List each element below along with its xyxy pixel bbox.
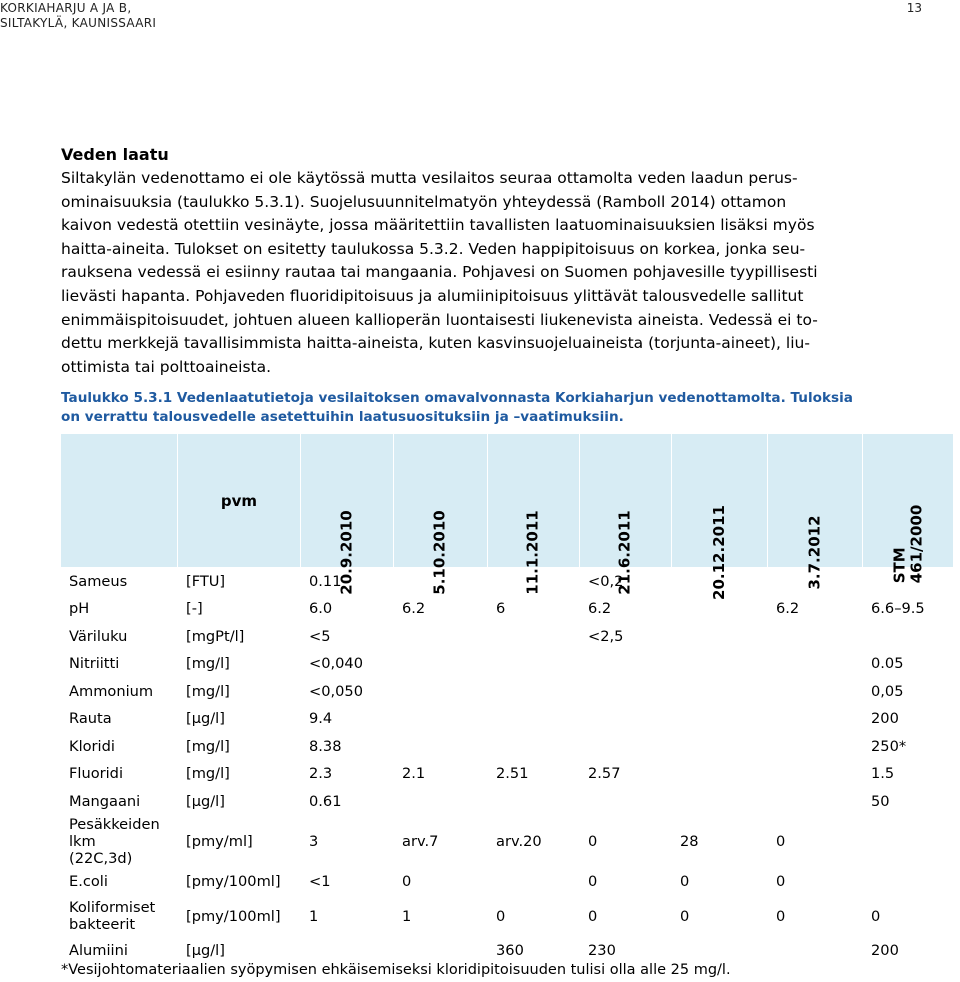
limit-cell: 50 <box>863 788 954 816</box>
value-cell <box>580 678 672 706</box>
value-cell <box>672 760 768 788</box>
parameter-name: Väriluku <box>69 627 128 645</box>
header-date: 3.7.2012 <box>805 515 824 590</box>
unit-cell: [pmy/ml] <box>178 815 301 868</box>
unit-cell: [µg/l] <box>178 788 301 816</box>
paragraph-line: haitta-aineita. Tulokset on esitetty taulukossa 5.3.2. Veden happipitoisuus on korkea, jonka seu- <box>61 239 806 258</box>
value-cell <box>768 788 863 816</box>
header-pvm-label: pvm <box>220 491 258 510</box>
parameter-cell <box>61 705 178 733</box>
value-cell: 2.1 <box>394 760 488 788</box>
value-cell <box>768 760 863 788</box>
unit-cell: [-] <box>178 595 301 623</box>
unit-cell: [mg/l] <box>178 678 301 706</box>
table-row <box>61 733 954 761</box>
value-cell: 0 <box>394 868 488 896</box>
value-cell <box>672 678 768 706</box>
value-cell: arv.20 <box>488 815 580 868</box>
unit-cell: [mg/l] <box>178 650 301 678</box>
header-stm <box>891 505 925 584</box>
parameter-name: Nitriitti <box>69 655 120 673</box>
parameter-cell <box>61 623 178 651</box>
unit-cell: [mg/l] <box>178 733 301 761</box>
value-cell <box>488 868 580 896</box>
parameter-name: (22C,3d) <box>69 850 133 867</box>
value-cell <box>672 623 768 651</box>
table-row <box>61 678 954 706</box>
value-cell: 230 <box>580 937 672 965</box>
value-cell <box>672 650 768 678</box>
value-cell <box>394 788 488 816</box>
unit-cell: [pmy/100ml] <box>178 896 301 937</box>
value-cell <box>301 937 394 965</box>
value-cell: 0 <box>580 896 672 937</box>
parameter-name: Fluoridi <box>69 765 123 783</box>
value-cell <box>394 623 488 651</box>
value-cell <box>768 937 863 965</box>
header-date-cell <box>672 434 768 600</box>
document-title-line2: SILTAKYLÄ, KAUNISSAARI <box>0 16 157 30</box>
page-number: 13 <box>906 1 922 15</box>
paragraph-line: ominaisuuksia (taulukko 5.3.1). Suojelusuunnitelmatyön yhteydessä (Ramboll 2014) ottamon <box>61 192 787 211</box>
parameter-cell <box>61 568 178 596</box>
limit-cell: 6.6–9.5 <box>863 595 954 623</box>
value-cell <box>672 788 768 816</box>
table-header-row <box>61 434 954 568</box>
unit-cell: [pmy/100ml] <box>178 868 301 896</box>
document-title <box>0 1 156 31</box>
paragraph-line: ottimista tai polttoaineista. <box>61 357 272 376</box>
value-cell: 1 <box>301 896 394 937</box>
header-date: 20.12.2011 <box>710 505 728 600</box>
value-cell: 6.0 <box>301 595 394 623</box>
parameter-name: bakteerit <box>69 916 136 933</box>
paragraph-line: lievästi hapanta. Pohjaveden fluoridipitoisuus ja alumiinipitoisuus ylittävät talousvedelle sallitut <box>61 286 804 305</box>
value-cell <box>394 705 488 733</box>
table-footnote: *Vesijohtomateriaalien syöpymisen ehkäisemiseksi kloridipitoisuuden tulisi olla alle 25 mg/l. <box>61 962 731 978</box>
value-cell: 1 <box>394 896 488 937</box>
value-cell: 8.38 <box>301 733 394 761</box>
value-cell <box>672 705 768 733</box>
unit-cell: [mg/l] <box>178 760 301 788</box>
parameter-cell <box>61 733 178 761</box>
value-cell: 28 <box>672 815 768 868</box>
value-cell: 3 <box>301 815 394 868</box>
value-cell: <2,5 <box>580 623 672 651</box>
limit-cell: 0 <box>863 896 954 937</box>
parameter-name: Rauta <box>69 710 112 728</box>
table-row <box>61 937 954 965</box>
paragraph-line: kaivon vedestä otettiin vesinäyte, jossa määritettiin tavallisten laatuominaisuuksien lisäksi myös <box>61 216 815 235</box>
value-cell <box>672 937 768 965</box>
parameter-name: Mangaani <box>69 792 141 810</box>
parameter-name: pH <box>69 600 90 618</box>
value-cell <box>394 733 488 761</box>
value-cell: 0.61 <box>301 788 394 816</box>
table-row <box>61 650 954 678</box>
value-cell <box>488 678 580 706</box>
value-cell <box>580 705 672 733</box>
value-cell: <0,050 <box>301 678 394 706</box>
header-date: 11.1.2011 <box>524 510 542 595</box>
paragraph-line: Siltakylän vedenottamo ei ole käytössä mutta vesilaitos seuraa ottamolta veden laadun perus- <box>61 169 798 187</box>
limit-cell <box>863 815 954 868</box>
value-cell: 0 <box>672 868 768 896</box>
limit-cell: 0,05 <box>863 678 954 706</box>
unit-cell: [FTU] <box>178 568 301 596</box>
value-cell: 0 <box>768 868 863 896</box>
table-row <box>61 705 954 733</box>
value-cell <box>580 788 672 816</box>
value-cell <box>394 937 488 965</box>
header-stm-cell <box>863 434 954 584</box>
value-cell <box>768 678 863 706</box>
parameter-cell <box>61 650 178 678</box>
table-row <box>61 760 954 788</box>
limit-cell: 250* <box>863 733 954 761</box>
header-pvm <box>178 434 301 568</box>
value-cell <box>488 733 580 761</box>
value-cell <box>488 788 580 816</box>
header-stm-line1: STM <box>889 547 908 584</box>
value-cell <box>768 733 863 761</box>
paragraph-line: enimmäispitoisuudet, johtuen alueen kallioperän luontaisesti liukenevista aineista. Vedessä ei to- <box>61 310 818 329</box>
header-date: 21.6.2011 <box>616 510 634 595</box>
body-paragraph <box>61 167 921 379</box>
header-date-cell <box>394 434 488 595</box>
table-body <box>61 568 954 965</box>
unit-cell: [µg/l] <box>178 705 301 733</box>
parameter-name: E.coli <box>69 873 108 891</box>
parameter-cell <box>61 896 178 937</box>
value-cell: 0 <box>768 815 863 868</box>
value-cell <box>672 733 768 761</box>
parameter-name: lkm <box>69 833 96 850</box>
value-cell: 0 <box>580 868 672 896</box>
value-cell <box>768 650 863 678</box>
parameter-name: Alumiini <box>69 941 128 959</box>
table-row <box>61 623 954 651</box>
value-cell: 6 <box>488 595 580 623</box>
section-title: Veden laatu <box>61 145 169 164</box>
value-cell: 2.57 <box>580 760 672 788</box>
value-cell: <0,040 <box>301 650 394 678</box>
water-quality-table <box>60 433 960 965</box>
parameter-name: Koliformiset <box>69 899 156 916</box>
limit-cell: 1.5 <box>863 760 954 788</box>
limit-cell: 200 <box>863 937 954 965</box>
value-cell: 0 <box>488 896 580 937</box>
value-cell <box>768 623 863 651</box>
value-cell <box>488 623 580 651</box>
parameter-cell <box>61 937 178 965</box>
caption-line: on verrattu talousvedelle asetettuihin laatusuosituksiin ja –vaatimuksiin. <box>61 409 624 425</box>
limit-cell <box>863 868 954 896</box>
paragraph-line: rauksena vedessä ei esiinny rautaa tai mangaania. Pohjavesi on Suomen pohjavesille tyypillisesti <box>61 263 818 282</box>
value-cell: <1 <box>301 868 394 896</box>
value-cell <box>394 650 488 678</box>
value-cell: 6.2 <box>580 595 672 623</box>
header-date: 5.10.2010 <box>431 510 449 595</box>
header-date-cell <box>488 434 580 595</box>
value-cell <box>768 705 863 733</box>
table-row <box>61 868 954 896</box>
value-cell: 0 <box>768 896 863 937</box>
table-caption <box>61 389 941 427</box>
value-cell: <0,2 <box>580 568 672 596</box>
value-cell: 2.3 <box>301 760 394 788</box>
value-cell: 0 <box>672 896 768 937</box>
table-row <box>61 815 954 868</box>
parameter-cell <box>61 868 178 896</box>
value-cell <box>488 705 580 733</box>
document-title-line1: KORKIAHARJU A JA B, <box>0 1 132 15</box>
parameter-cell <box>61 595 178 623</box>
parameter-cell <box>61 760 178 788</box>
parameter-cell <box>61 678 178 706</box>
value-cell: 9.4 <box>301 705 394 733</box>
parameter-name: Sameus <box>69 572 128 590</box>
page-header <box>0 0 960 30</box>
header-stm-line2: 461/2000 <box>906 504 925 584</box>
value-cell <box>394 678 488 706</box>
value-cell: 2.51 <box>488 760 580 788</box>
limit-cell: 0.05 <box>863 650 954 678</box>
parameter-name: Kloridi <box>69 737 115 755</box>
value-cell <box>488 650 580 678</box>
parameter-name: Pesäkkeiden <box>69 816 160 833</box>
unit-cell: [mgPt/l] <box>178 623 301 651</box>
parameter-name: Ammonium <box>69 682 154 700</box>
value-cell: 0 <box>580 815 672 868</box>
unit-cell: [µg/l] <box>178 937 301 965</box>
caption-line: Taulukko 5.3.1 Vedenlaatutietoja vesilaitoksen omavalvonnasta Korkiaharjun vedenottamolta. Tuloksia <box>61 390 853 406</box>
value-cell: arv.7 <box>394 815 488 868</box>
paragraph-line: dettu merkkejä tavallisimmista haitta-aineista, kuten kasvinsuojeluaineista (torjunta-aineet), liu- <box>61 334 810 353</box>
value-cell: <5 <box>301 623 394 651</box>
value-cell: 360 <box>488 937 580 965</box>
parameter-cell <box>61 815 178 868</box>
table-row <box>61 788 954 816</box>
table-row <box>61 595 954 623</box>
parameter-cell <box>61 788 178 816</box>
table-row <box>61 896 954 937</box>
value-cell <box>580 650 672 678</box>
header-blank-cell <box>61 434 178 568</box>
header-date-cell <box>768 434 863 590</box>
limit-cell: 200 <box>863 705 954 733</box>
value-cell: 6.2 <box>768 595 863 623</box>
limit-cell <box>863 623 954 651</box>
value-cell <box>580 733 672 761</box>
header-date: 20.9.2010 <box>337 510 356 595</box>
value-cell: 6.2 <box>394 595 488 623</box>
value-cell: 0.11 <box>301 568 394 596</box>
